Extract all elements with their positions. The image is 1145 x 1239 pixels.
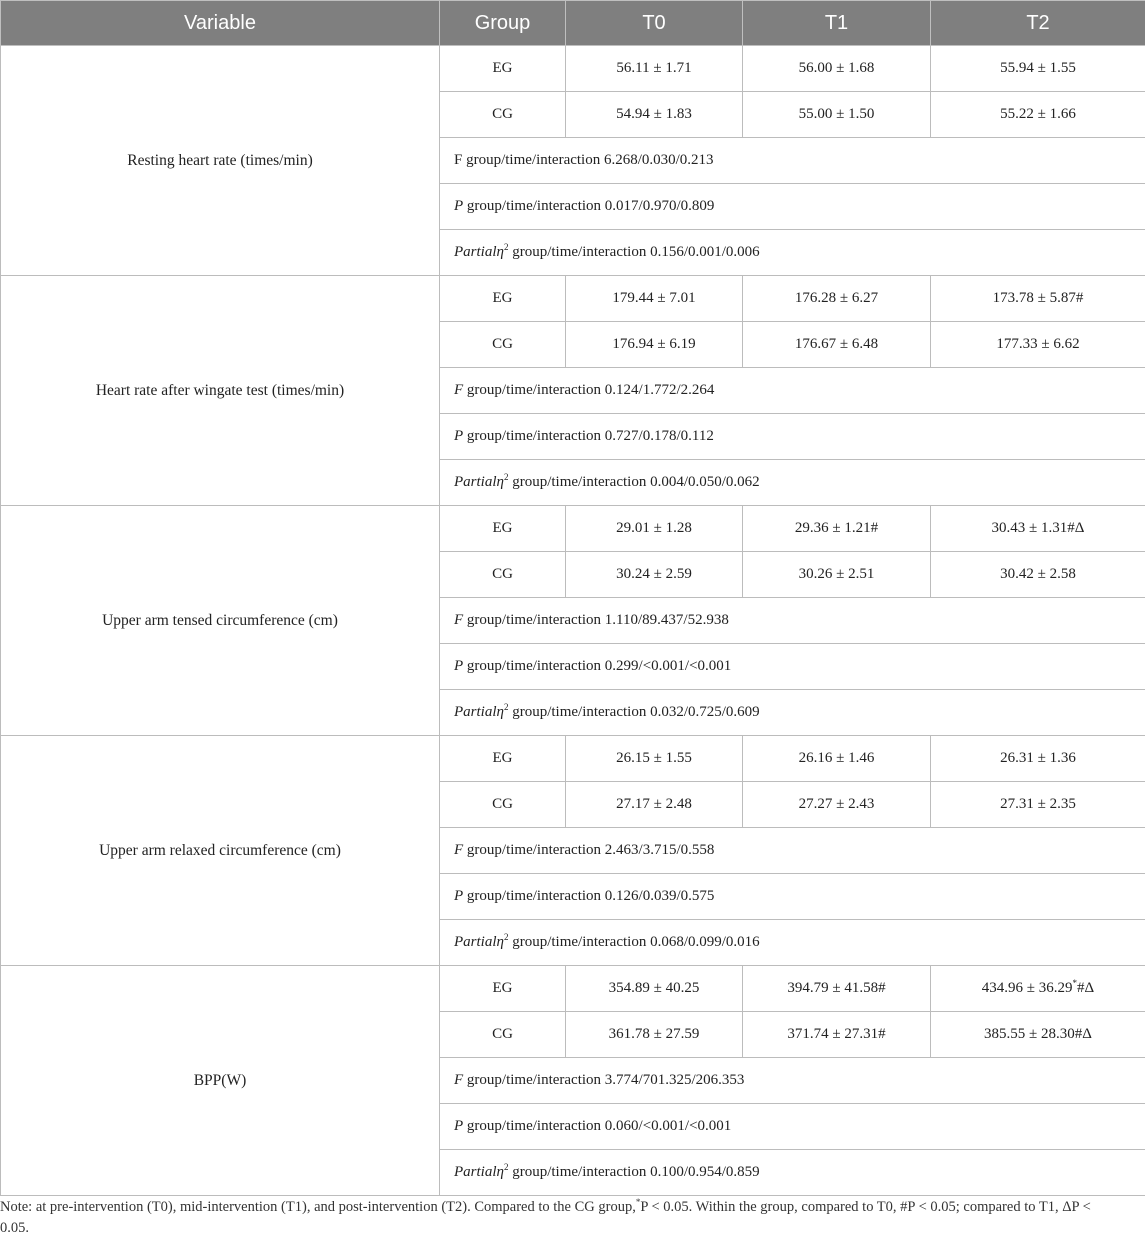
p-statistic <box>440 184 1145 230</box>
eta-label: Partialη <box>454 474 504 490</box>
t1-value: 176.67 ± 6.48 <box>743 322 931 368</box>
t1-value: 26.16 ± 1.46 <box>743 736 931 782</box>
eta-text: group/time/interaction 0.004/0.050/0.062 <box>508 474 759 490</box>
note-superscript: * <box>636 1197 641 1207</box>
eta-text: group/time/interaction 0.032/0.725/0.609 <box>508 704 759 720</box>
f-label: F <box>454 152 462 168</box>
t1-value: 30.26 ± 2.51 <box>743 552 931 598</box>
group-label: EG <box>440 46 566 92</box>
t0-value: 354.89 ± 40.25 <box>566 966 743 1012</box>
p-text: group/time/interaction 0.017/0.970/0.809 <box>463 198 714 214</box>
f-statistic <box>440 828 1145 874</box>
t2-value: 55.22 ± 1.66 <box>931 92 1145 138</box>
t1-value: 29.36 ± 1.21# <box>743 506 931 552</box>
variable-name: Heart rate after wingate test (times/min) <box>1 276 440 506</box>
p-label: P <box>454 198 463 214</box>
f-text: group/time/interaction 1.110/89.437/52.938 <box>463 612 729 628</box>
significance-superscript: * <box>1073 978 1078 988</box>
p-text: group/time/interaction 0.727/0.178/0.112 <box>463 428 714 444</box>
group-label: CG <box>440 322 566 368</box>
group-label: CG <box>440 1012 566 1058</box>
eta-superscript: 2 <box>504 1162 509 1172</box>
table-row <box>1 46 1145 92</box>
eta-label: Partialη <box>454 1164 504 1180</box>
group-label: EG <box>440 966 566 1012</box>
group-label: CG <box>440 782 566 828</box>
t2-value: 27.31 ± 2.35 <box>931 782 1145 828</box>
p-text: group/time/interaction 0.060/<0.001/<0.001 <box>463 1118 731 1134</box>
eta-label: Partialη <box>454 934 504 950</box>
t1-value: 176.28 ± 6.27 <box>743 276 931 322</box>
eta-superscript: 2 <box>504 472 509 482</box>
t0-value: 361.78 ± 27.59 <box>566 1012 743 1058</box>
header-variable: Variable <box>1 1 440 46</box>
t2-value: 26.31 ± 1.36 <box>931 736 1145 782</box>
f-statistic <box>440 1058 1145 1104</box>
variable-name: Resting heart rate (times/min) <box>1 46 440 276</box>
p-label: P <box>454 888 463 904</box>
p-statistic <box>440 1104 1145 1150</box>
f-statistic <box>440 368 1145 414</box>
group-label: CG <box>440 92 566 138</box>
eta-label: Partialη <box>454 244 504 260</box>
variable-name: Upper arm relaxed circumference (cm) <box>1 736 440 966</box>
header-t1: T1 <box>743 1 931 46</box>
eta-superscript: 2 <box>504 242 509 252</box>
header-t0: T0 <box>566 1 743 46</box>
f-statistic <box>440 598 1145 644</box>
note-part-2: P < 0.05. Within the group, compared to T0, #P < 0.05; compared to T1, ΔP < 0.05. <box>0 1199 1091 1236</box>
variable-name: BPP(W) <box>1 966 440 1196</box>
p-label: P <box>454 658 463 674</box>
eta-superscript: 2 <box>504 932 509 942</box>
partial-eta-statistic <box>440 460 1145 506</box>
table-row <box>1 506 1145 552</box>
t2-value: 30.42 ± 2.58 <box>931 552 1145 598</box>
f-label: F <box>454 842 463 858</box>
t0-value: 56.11 ± 1.71 <box>566 46 743 92</box>
group-label: CG <box>440 552 566 598</box>
t2-value: 177.33 ± 6.62 <box>931 322 1145 368</box>
partial-eta-statistic <box>440 230 1145 276</box>
t0-value: 179.44 ± 7.01 <box>566 276 743 322</box>
f-text: group/time/interaction 2.463/3.715/0.558 <box>463 842 714 858</box>
partial-eta-statistic <box>440 920 1145 966</box>
table-row <box>1 276 1145 322</box>
note-part-1: Note: at pre-intervention (T0), mid-intervention (T1), and post-intervention (T2). Compared to the CG group, <box>0 1199 636 1215</box>
table-row <box>1 966 1145 1012</box>
t0-value: 54.94 ± 1.83 <box>566 92 743 138</box>
p-statistic <box>440 414 1145 460</box>
t2-value-main: 434.96 ± 36.29 <box>982 980 1073 996</box>
p-text: group/time/interaction 0.126/0.039/0.575 <box>463 888 714 904</box>
group-label: EG <box>440 276 566 322</box>
p-text: group/time/interaction 0.299/<0.001/<0.001 <box>463 658 731 674</box>
group-label: EG <box>440 736 566 782</box>
t1-value: 394.79 ± 41.58# <box>743 966 931 1012</box>
f-text: group/time/interaction 3.774/701.325/206.353 <box>463 1072 744 1088</box>
f-label: F <box>454 382 463 398</box>
t0-value: 26.15 ± 1.55 <box>566 736 743 782</box>
eta-superscript: 2 <box>504 702 509 712</box>
t2-value: 55.94 ± 1.55 <box>931 46 1145 92</box>
table-row <box>1 736 1145 782</box>
eta-label: Partialη <box>454 704 504 720</box>
f-label: F <box>454 1072 463 1088</box>
header-group: Group <box>440 1 566 46</box>
t0-value: 29.01 ± 1.28 <box>566 506 743 552</box>
p-label: P <box>454 428 463 444</box>
t2-value-suffix: #Δ <box>1077 980 1094 996</box>
f-statistic <box>440 138 1145 184</box>
partial-eta-statistic <box>440 1150 1145 1196</box>
t2-value: 30.43 ± 1.31#Δ <box>931 506 1145 552</box>
eta-text: group/time/interaction 0.068/0.099/0.016 <box>508 934 759 950</box>
t0-value: 176.94 ± 6.19 <box>566 322 743 368</box>
eta-text: group/time/interaction 0.100/0.954/0.859 <box>508 1164 759 1180</box>
t0-value: 27.17 ± 2.48 <box>566 782 743 828</box>
f-text: group/time/interaction 0.124/1.772/2.264 <box>463 382 714 398</box>
f-text: group/time/interaction 6.268/0.030/0.213 <box>462 152 713 168</box>
group-label: EG <box>440 506 566 552</box>
header-t2: T2 <box>931 1 1145 46</box>
variable-name: Upper arm tensed circumference (cm) <box>1 506 440 736</box>
t1-value: 27.27 ± 2.43 <box>743 782 931 828</box>
eta-text: group/time/interaction 0.156/0.001/0.006 <box>508 244 759 260</box>
t0-value: 30.24 ± 2.59 <box>566 552 743 598</box>
p-statistic <box>440 644 1145 690</box>
p-label: P <box>454 1118 463 1134</box>
f-label: F <box>454 612 463 628</box>
t1-value: 371.74 ± 27.31# <box>743 1012 931 1058</box>
p-statistic <box>440 874 1145 920</box>
header-row <box>1 1 1145 46</box>
partial-eta-statistic <box>440 690 1145 736</box>
t1-value: 55.00 ± 1.50 <box>743 92 931 138</box>
t2-value: 173.78 ± 5.87# <box>931 276 1145 322</box>
t2-value <box>931 966 1145 1012</box>
t1-value: 56.00 ± 1.68 <box>743 46 931 92</box>
t2-value: 385.55 ± 28.30#Δ <box>931 1012 1145 1058</box>
